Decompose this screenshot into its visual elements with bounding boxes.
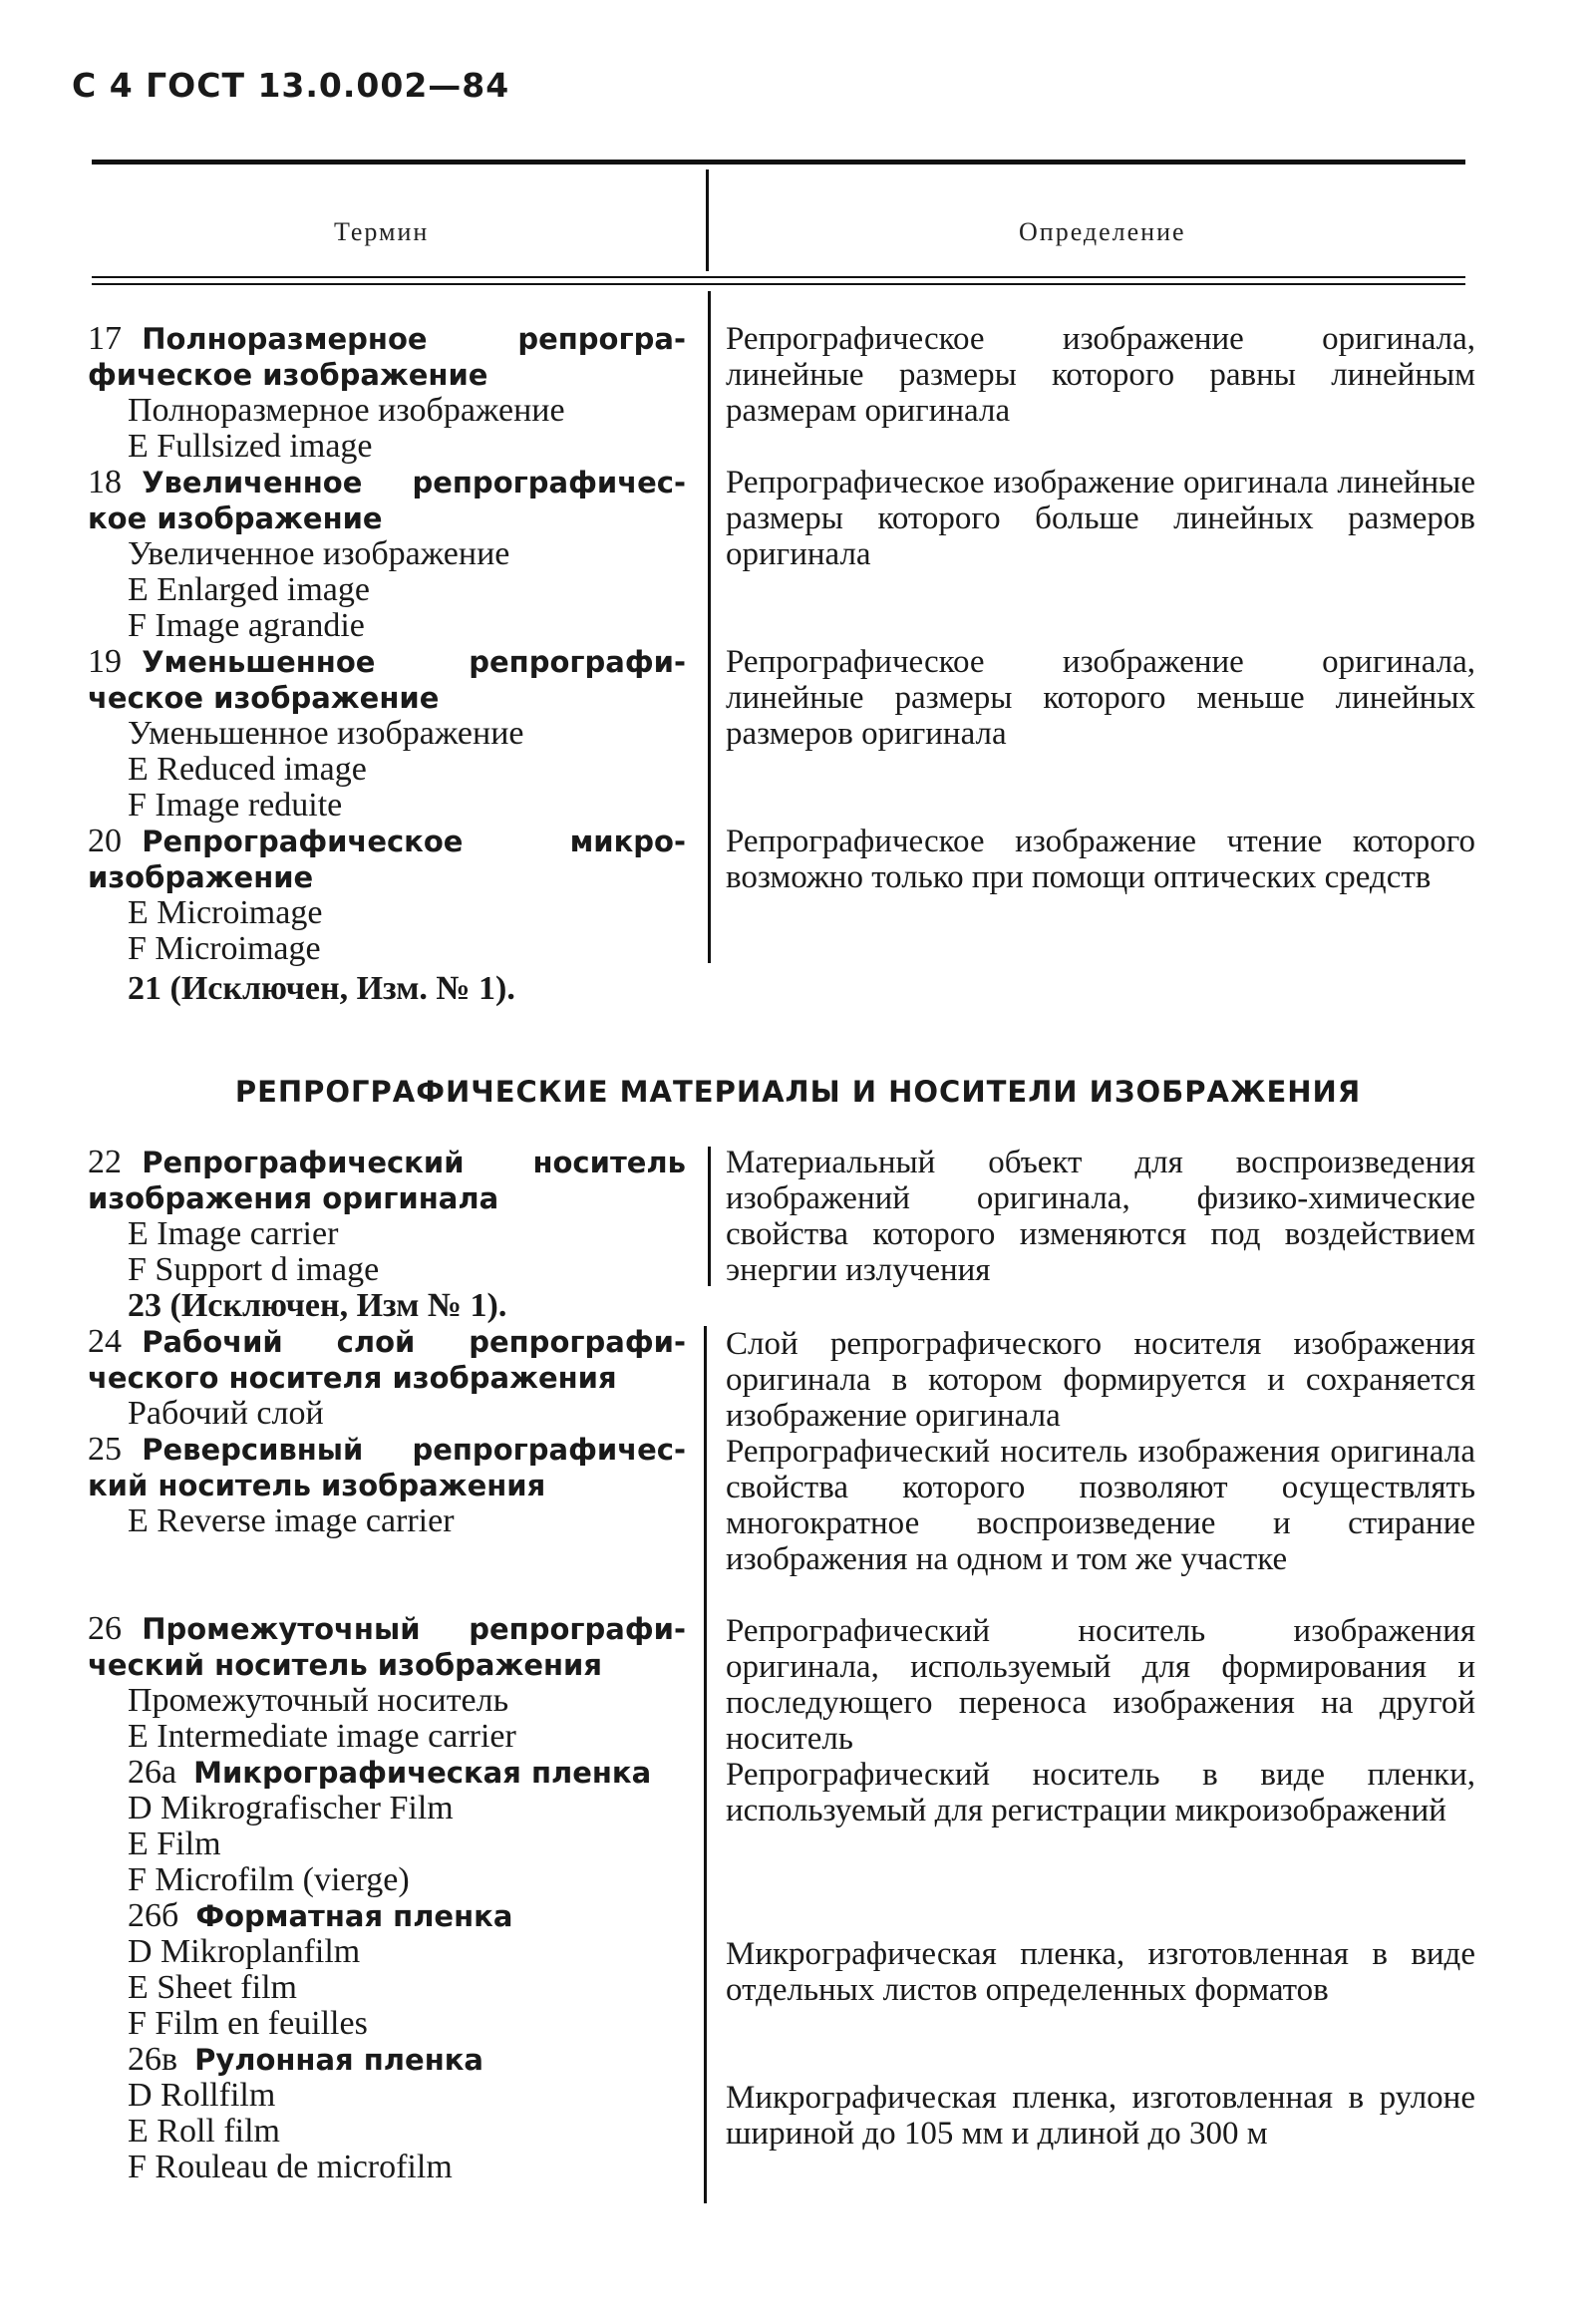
- term-heading-line: 26б Форматная пленка: [128, 1898, 513, 1934]
- term-foreign-equivalent: E Intermediate image carrier: [128, 1719, 516, 1755]
- term-heading-line: фическое изображение: [88, 358, 488, 392]
- term-heading-line: 26в Рулонная пленка: [128, 2042, 483, 2078]
- definition-column-heading: Определение: [1019, 217, 1186, 246]
- term-synonym: Промежуточный носитель: [128, 1683, 509, 1719]
- term-heading-line: 17 Полноразмерное репрогра-: [88, 321, 686, 357]
- terms-column-block2: [88, 1145, 686, 2185]
- term-foreign-equivalent: F Image agrandie: [128, 608, 365, 644]
- term-foreign-equivalent: E Sheet film: [128, 1970, 297, 2006]
- definition-22: Материальный объект для воспроизведения изображений оригинала, физико-химические свойства которого изменяются под воздействием энергии излучения: [726, 1145, 1475, 1288]
- top-thick-rule: [92, 160, 1465, 165]
- term-foreign-equivalent: F Rouleau de microfilm: [128, 2150, 453, 2185]
- excluded-entry: 21 (Исключен, Изм. № 1).: [128, 971, 515, 1007]
- term-foreign-equivalent: F Microimage: [128, 931, 321, 967]
- column-divider-block2-a: [708, 1147, 711, 1286]
- definition-25: Репрографический носитель изображения оригинала свойства которого позволяют осуществлять многократное воспроизведение и стирание изображения на одном и том же участке: [726, 1434, 1475, 1577]
- term-foreign-equivalent: E Microimage: [128, 895, 323, 931]
- term-synonym: Увеличенное изображение: [128, 536, 510, 572]
- term-foreign-equivalent: E Reduced image: [128, 752, 367, 788]
- page-header: С 4 ГОСТ 13.0.002—84: [72, 66, 510, 105]
- term-foreign-equivalent: F Support d image: [128, 1252, 380, 1288]
- term-heading-line: 20 Репрографическое микро-: [88, 824, 686, 859]
- term-foreign-equivalent: F Film en feuilles: [128, 2006, 368, 2042]
- definition-19: Репрографическое изображение оригинала, линейные размеры которого меньше линейных размеров оригинала: [726, 644, 1475, 752]
- term-foreign-equivalent: E Film: [128, 1826, 221, 1862]
- term-foreign-equivalent: D Mikroplanfilm: [128, 1934, 361, 1970]
- definition-26: Репрографический носитель изображения оригинала, используемый для формирования и последующего переноса изображения на другой носитель: [726, 1613, 1475, 1757]
- blank-line: [88, 1539, 686, 1575]
- term-heading-line: кий носитель изображения: [88, 1469, 546, 1502]
- term-foreign-equivalent: E Reverse image carrier: [128, 1503, 455, 1539]
- term-heading-line: ческого носителя изображения: [88, 1361, 617, 1395]
- term-heading-line: 25 Реверсивный репрографичес-: [88, 1432, 686, 1468]
- term-heading-line: ческий носитель изображения: [88, 1648, 602, 1682]
- term-heading-line: 24 Рабочий слой репрографи-: [88, 1324, 686, 1360]
- term-heading-line: 26а Микрографическая пленка: [128, 1755, 652, 1791]
- term-heading-line: 22 Репрографический носитель: [88, 1145, 686, 1180]
- blank-line: [88, 1575, 686, 1611]
- term-foreign-equivalent: E Roll film: [128, 2114, 280, 2150]
- definition-17: Репрографическое изображение оригинала, линейные размеры которого равны линейным размерам оригинала: [726, 321, 1475, 429]
- term-synonym: Рабочий слой: [128, 1396, 324, 1432]
- term-heading-line: ческое изображение: [88, 681, 440, 715]
- term-foreign-equivalent: E Fullsized image: [128, 429, 373, 465]
- column-divider-block2-b: [704, 1326, 707, 2203]
- definition-26a: Репрографический носитель в виде пленки, используемый для регистрации микроизображений: [726, 1757, 1475, 1828]
- excluded-entry: 23 (Исключен, Изм № 1).: [128, 1288, 507, 1324]
- term-foreign-equivalent: E Image carrier: [128, 1216, 339, 1252]
- definition-20: Репрографическое изображение чтение которого возможно только при помощи оптических средств: [726, 824, 1475, 895]
- column-divider-block1: [708, 291, 711, 963]
- definition-18: Репрографическое изображение оригинала линейные размеры которого больше линейных размеров оригинала: [726, 465, 1475, 572]
- term-foreign-equivalent: D Mikrografischer Film: [128, 1791, 454, 1826]
- term-foreign-equivalent: D Rollfilm: [128, 2078, 276, 2114]
- definition-24: Слой репрографического носителя изображения оригинала в котором формируется и сохраняется изображение оригинала: [726, 1326, 1475, 1434]
- terms-column-heading: Термин: [334, 217, 430, 246]
- term-heading-line: кое изображение: [88, 501, 383, 535]
- header-double-rule-top: [92, 276, 1465, 278]
- term-heading-line: 26 Промежуточный репрографи-: [88, 1611, 686, 1647]
- term-synonym: Полноразмерное изображение: [128, 393, 565, 429]
- term-heading-line: изображения оригинала: [88, 1181, 499, 1215]
- term-heading-line: изображение: [88, 860, 314, 894]
- term-foreign-equivalent: E Enlarged image: [128, 572, 370, 608]
- section-heading: РЕПРОГРАФИЧЕСКИЕ МАТЕРИАЛЫ И НОСИТЕЛИ ИЗОБРАЖЕНИЯ: [234, 1075, 1362, 1109]
- term-heading-line: 18 Увеличенное репрографичес-: [88, 465, 686, 500]
- term-foreign-equivalent: F Image reduite: [128, 788, 343, 824]
- header-column-divider: [706, 169, 709, 271]
- terms-column-block1: [88, 321, 686, 1007]
- definition-26b: Микрографическая пленка, изготовленная в виде отдельных листов определенных форматов: [726, 1936, 1475, 2008]
- term-heading-line: 19 Уменьшенное репрографи-: [88, 644, 686, 680]
- header-double-rule-bottom: [92, 283, 1465, 285]
- definition-26v: Микрографическая пленка, изготовленная в рулоне шириной до 105 мм и длиной до 300 м: [726, 2080, 1475, 2152]
- term-synonym: Уменьшенное изображение: [128, 716, 524, 752]
- term-foreign-equivalent: F Microfilm (vierge): [128, 1862, 410, 1898]
